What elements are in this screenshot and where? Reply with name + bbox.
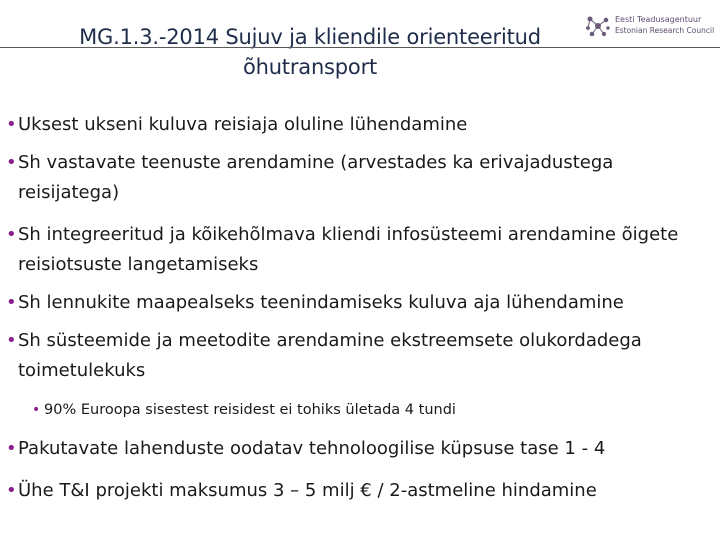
bullet-dot-icon: • [6, 114, 17, 135]
slide-title-line-1: MG.1.3.-2014 Sujuv ja kliendile orienteeritud [79, 25, 541, 49]
bullet-item [6, 288, 696, 318]
bullet-dot-icon: • [6, 292, 17, 313]
bullet-dot-icon: • [6, 152, 17, 173]
research-council-logo-icon [584, 14, 612, 40]
bullet-dot-icon: • [32, 402, 41, 418]
bullet-text: Sh lennukite maapealseks teenindamiseks kuluva aja lühendamine [18, 292, 624, 313]
bullet-text: Ühe T&I projekti maksumus 3 – 5 milj € / 2-astmeline hindamine [18, 480, 597, 501]
logo-name-estonian: Eesti Teadusagentuur [615, 15, 702, 24]
bullet-item [6, 476, 696, 506]
bullet-text: Pakutavate lahenduste oodatav tehnoloogilise küpsuse tase 1 - 4 [18, 438, 606, 459]
bullet-dot-icon: • [6, 480, 17, 501]
logo-name-english: Estonian Research Council [615, 26, 715, 35]
bullet-text: Sh integreeritud ja kõikehõlmava kliendi infosüsteemi arendamine õigete reisiotsuste langetamiseks [18, 224, 679, 275]
bullet-item [6, 110, 696, 140]
bullet-text: 90% Euroopa sisestest reisidest ei tohiks ületada 4 tundi [44, 402, 456, 418]
bullet-dot-icon: • [6, 438, 17, 459]
bullet-item [6, 220, 696, 280]
bullet-text: Uksest ukseni kuluva reisiaja oluline lühendamine [18, 114, 468, 135]
bullet-dot-icon: • [6, 330, 17, 351]
slide-title-line-2: õhutransport [242, 55, 378, 79]
title-divider [0, 47, 720, 48]
sub-bullet-item [32, 399, 692, 421]
bullet-item [6, 326, 696, 386]
bullet-text: Sh vastavate teenuste arendamine (arvestades ka erivajadustega reisijatega) [18, 152, 614, 203]
estonian-research-council-logo [584, 12, 715, 44]
bullet-item [6, 434, 696, 464]
bullet-dot-icon: • [6, 224, 17, 245]
bullet-item [6, 148, 696, 208]
slide-title [30, 22, 590, 82]
bullet-text: Sh süsteemide ja meetodite arendamine ekstreemsete olukordadega toimetulekuks [18, 330, 642, 381]
